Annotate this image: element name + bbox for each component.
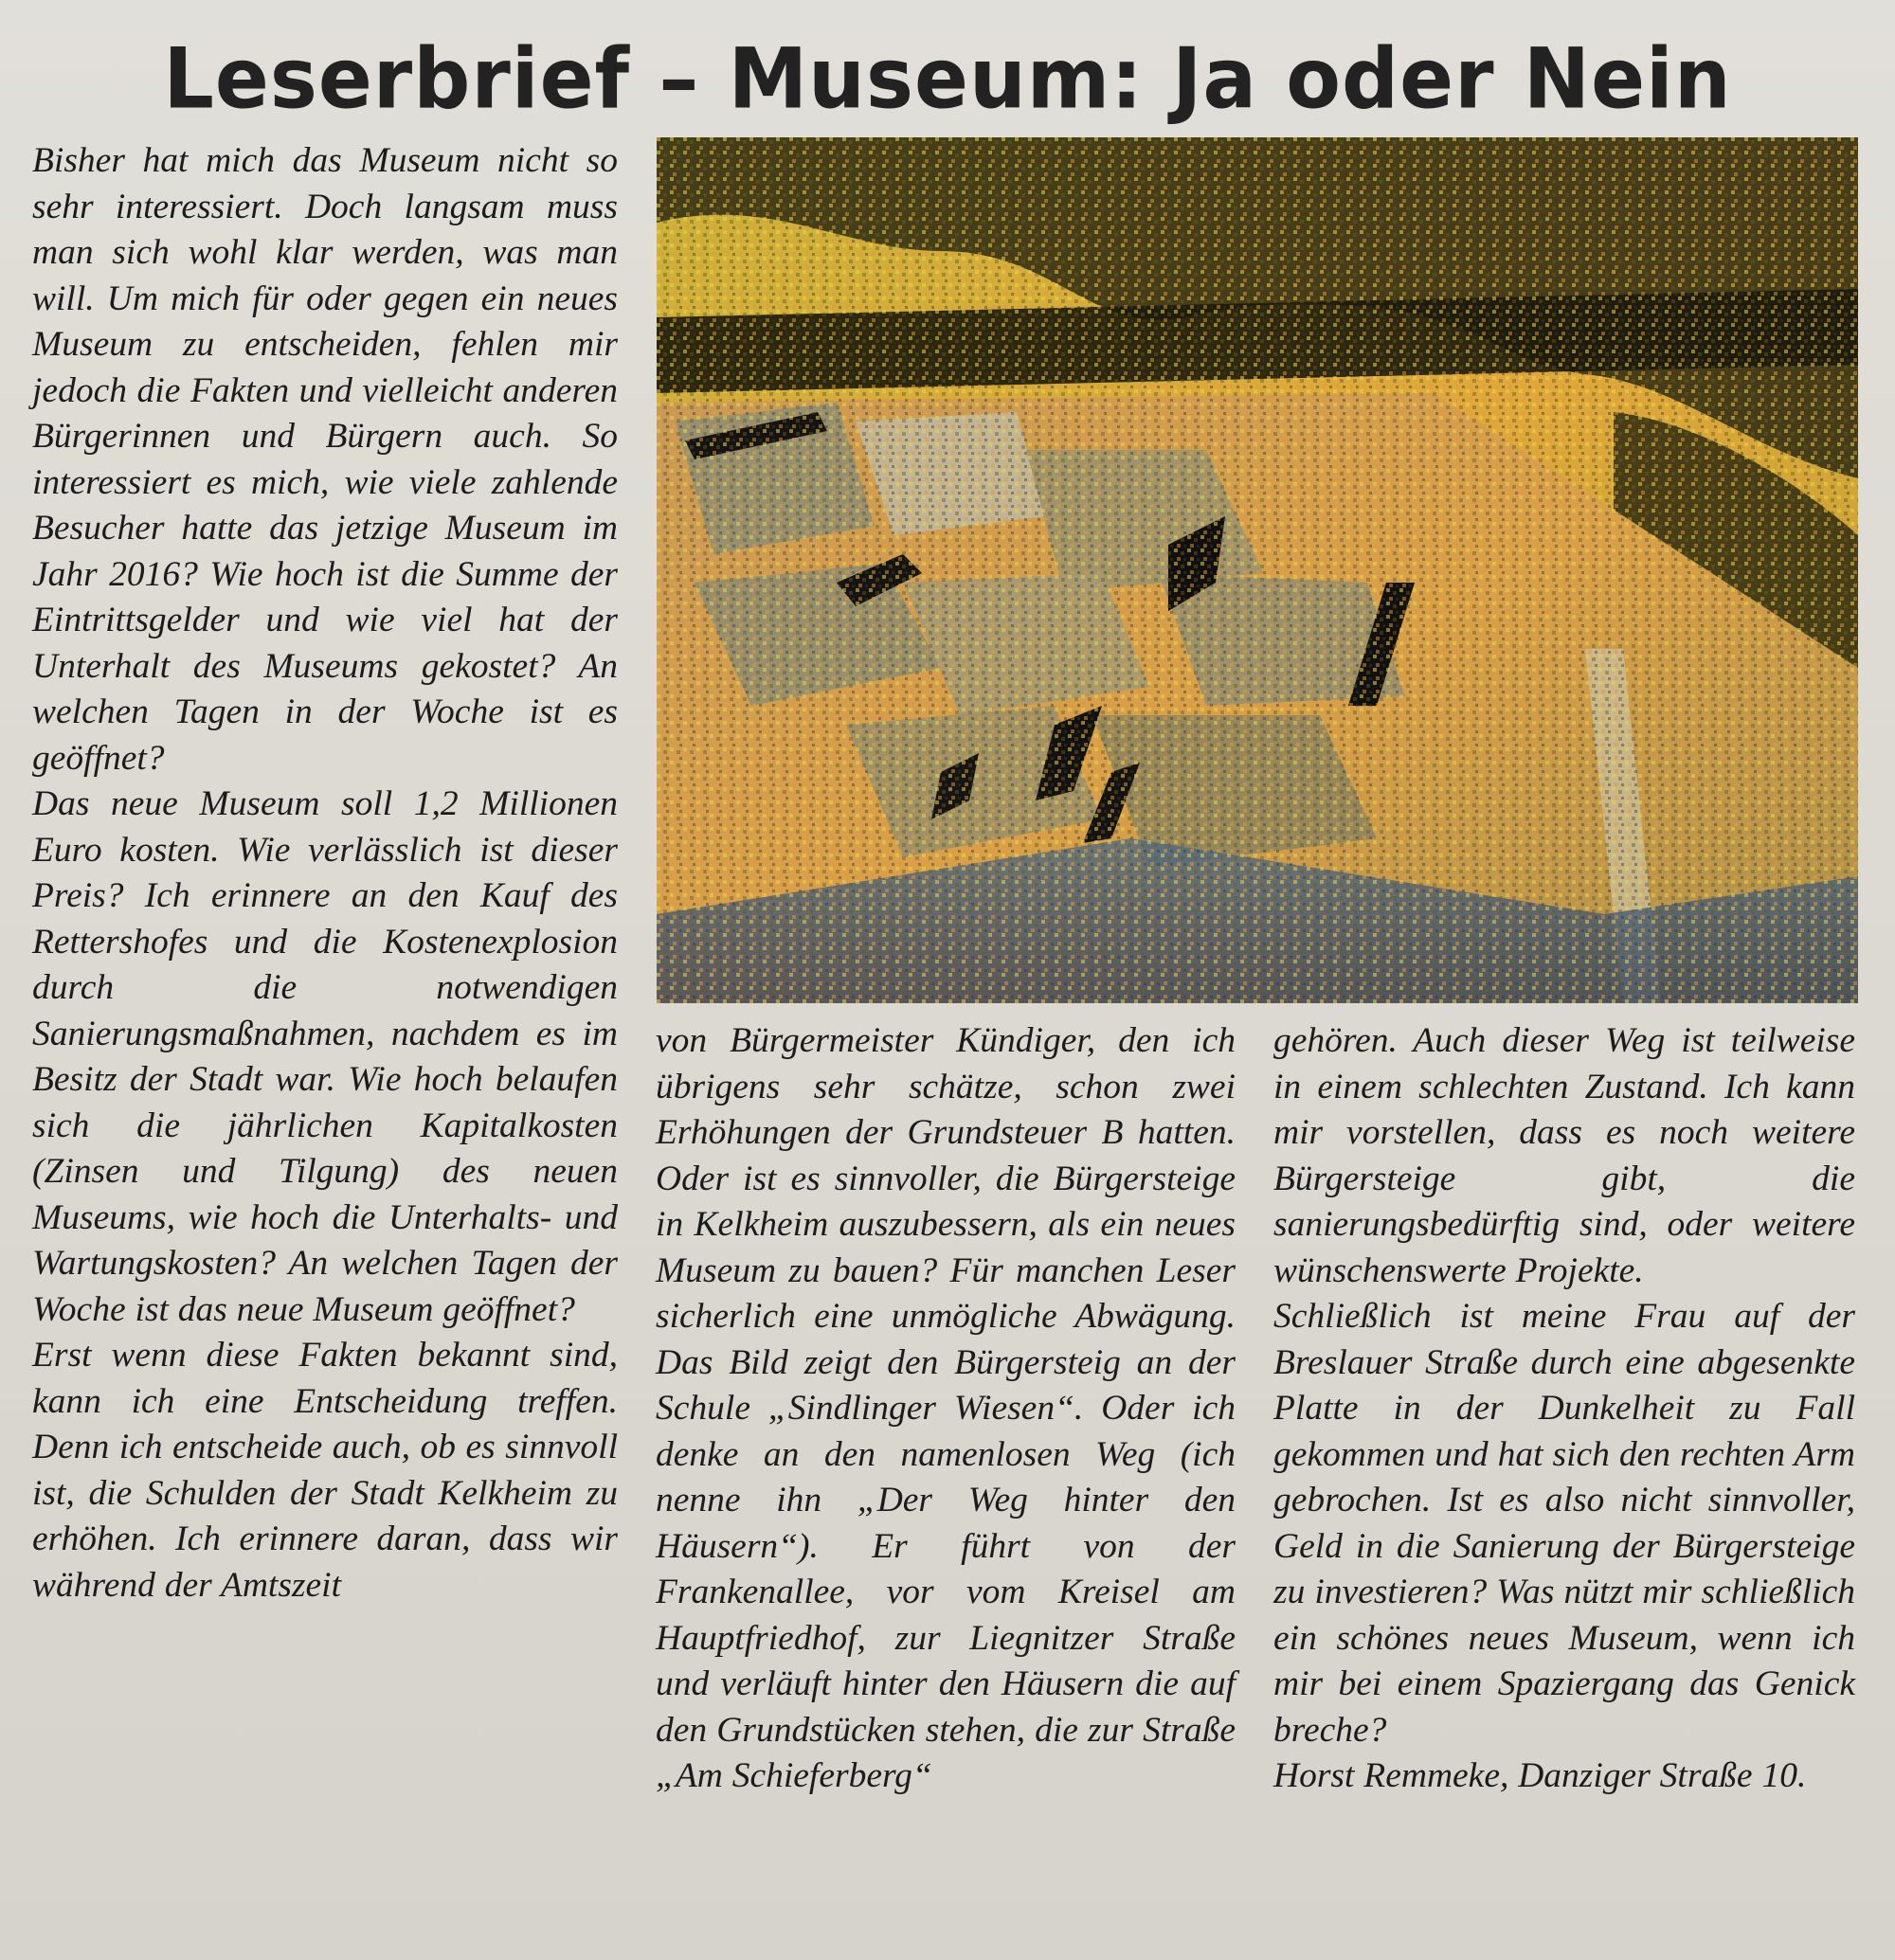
paragraph: Erst wenn diese Fakten bekannt sind, kann ich eine Entscheidung treffen. Denn ich entscheide auch, ob es sinnvoll ist, die Schulden der Stadt Kelkheim zu erhöhen. Ich erinnere daran, dass wir während der Amtszeit	[32, 1336, 618, 1605]
article-column-2	[656, 1018, 1236, 1800]
paragraph: von Bürgermeister Kündiger, den ich übrigens sehr schätze, schon zwei Erhöhungen der Grundsteuer B hatten. Oder ist es sinnvoller, die Bürgersteige in Kelkheim auszubessern, als ein neues Museum zu bauen? Für manchen Leser sicherlich eine unmögliche Abwägung. Das Bild zeigt den Bürgersteig an der Schule „Sindlinger Wiesen“. Oder ich denke an den namenlosen Weg (ich nenne ihn „Der Weg hinter den Häusern“). Er führt von der Frankenallee, vor vom Kreisel am Hauptfriedhof, zur Liegnitzer Straße und verläuft hinter den Häusern die auf den Grundstücken stehen, die zur Straße „Am Schieferberg“	[656, 1021, 1236, 1795]
paragraph: Schließlich ist meine Frau auf der Breslauer Straße durch eine abgesenkte Platte in der Dunkelheit zu Fall gekommen und hat sich den rechten Arm gebrochen. Ist es also nicht sinnvoller, Geld in die Sanierung der Bürgersteige zu investieren? Was nützt mir schließlich ein schönes neues Museum, wenn ich mir bei einem Spaziergang das Genick breche?	[1273, 1297, 1855, 1750]
article-column-1	[32, 138, 618, 1609]
headline: Leserbrief – Museum: Ja oder Nein	[163, 29, 1732, 128]
paragraph: Bisher hat mich das Museum nicht so sehr interessiert. Doch langsam muss man sich wohl klar werden, was man will. Um mich für oder gegen ein neues Museum zu entscheiden, fehlen mir jedoch die Fakten und vielleicht anderen Bürgerinnen und Bürgern auch. So interessiert es mich, wie viele zahlende Besucher hatte das jetzige Museum im Jahr 2016? Wie hoch ist die Summe der Eintrittsgelder und wie viel hat der Unterhalt des Museums gekostet? An welchen Tagen in der Woche ist es geöffnet?	[32, 141, 618, 778]
sidewalk-photo	[657, 137, 1858, 1003]
signature: Horst Remmeke, Danziger Straße 10.	[1273, 1756, 1807, 1795]
sidewalk-photo-icon	[657, 137, 1858, 1003]
paragraph: gehören. Auch dieser Weg ist teilweise in einem schlechten Zustand. Ich kann mir vorstellen, dass es noch weitere Bürgersteige gibt, die sanierungsbedürftig sind, oder weitere wünschenswerte Projekte.	[1273, 1021, 1855, 1290]
paragraph: Das neue Museum soll 1,2 Millionen Euro kosten. Wie verlässlich ist dieser Preis? Ich erinnere an den Kauf des Rettershofes und die Kostenexplosion durch die notwendigen Sanierungsmaßnahmen, nachdem es im Besitz der Stadt war. Wie hoch belaufen sich die jährlichen Kapitalkosten (Zinsen und Tilgung) des neuen Museums, wie hoch die Unterhalts- und Wartungskosten? An welchen Tagen der Woche ist das neue Museum geöffnet?	[32, 784, 618, 1329]
article-column-3	[1273, 1018, 1855, 1800]
